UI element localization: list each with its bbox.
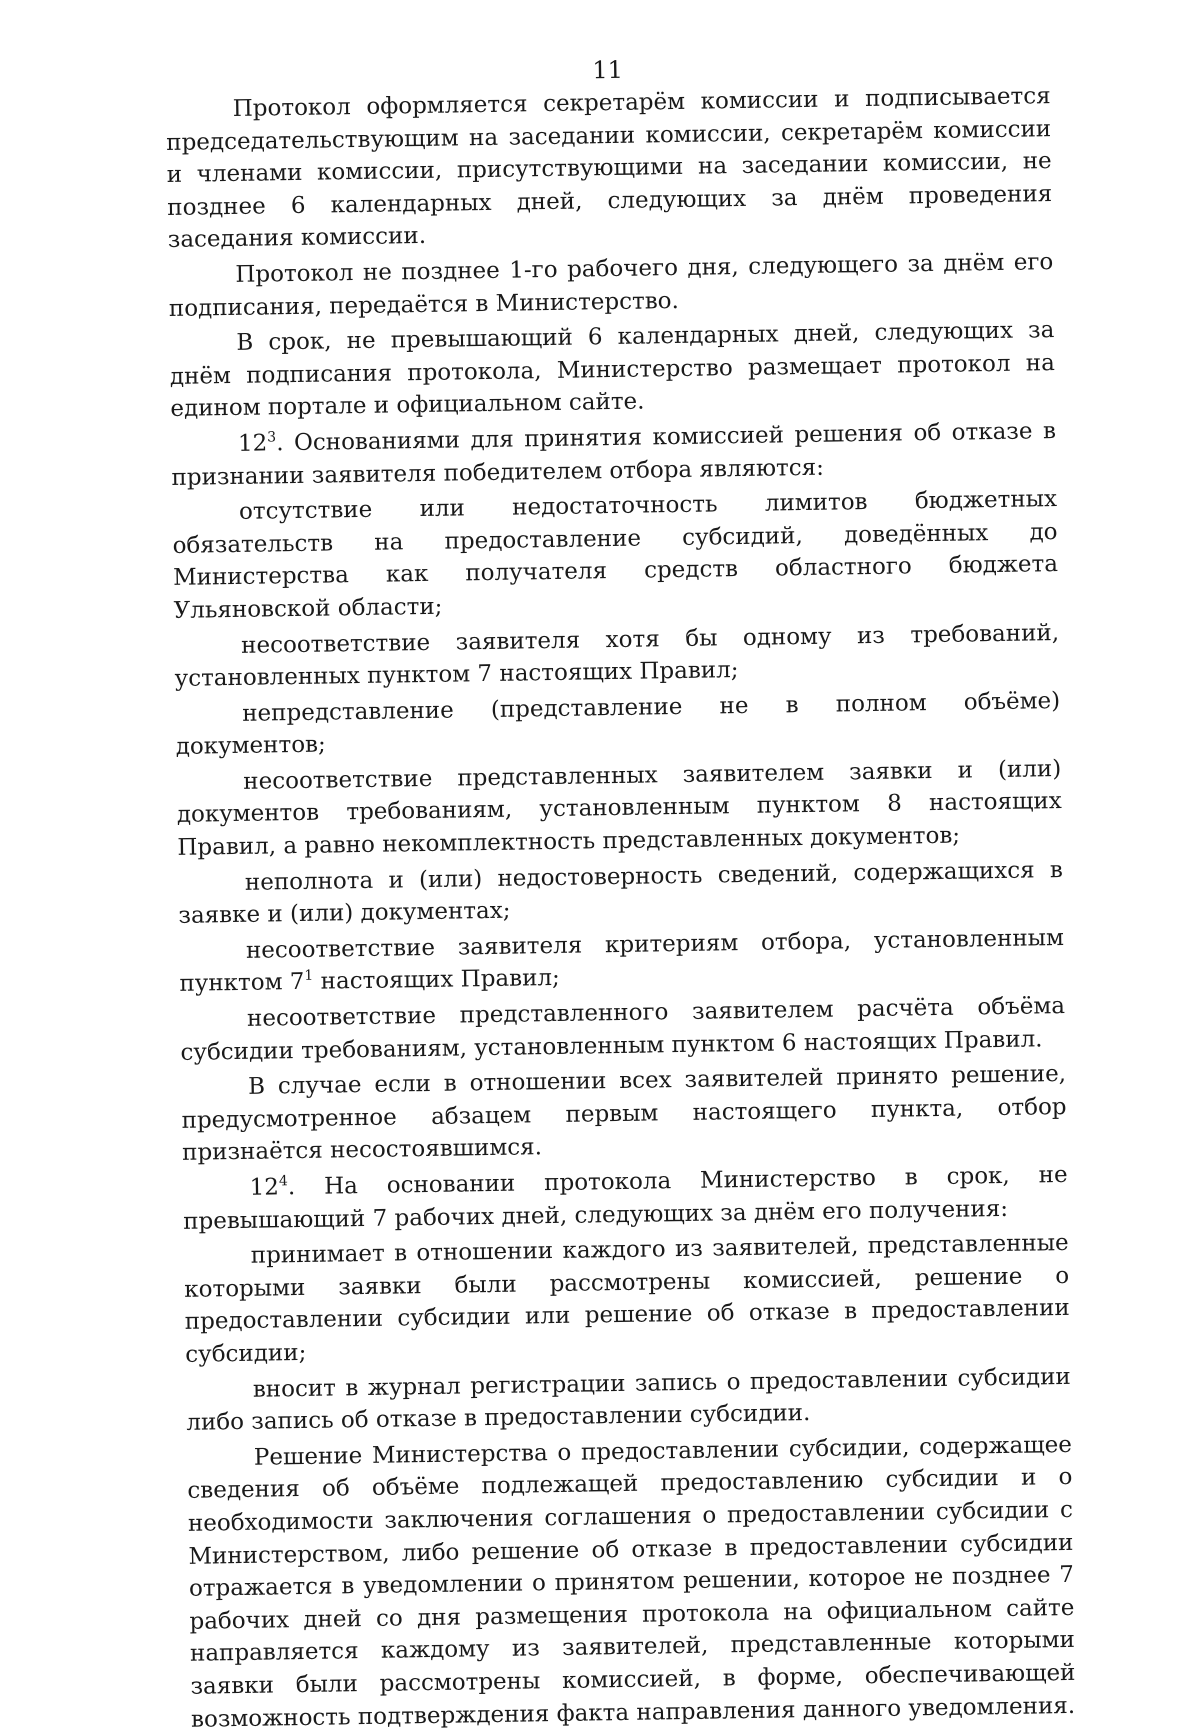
scanned-sheet: [165, 48, 1076, 1736]
paragraph-failed-selection: В случае если в отношении всех заявителей принято решение, предусмотренное абзацем первым настоящего пункта, отбор признаётся несостоявшимся.: [181, 1061, 1067, 1167]
paragraph-notification: Решение Министерства о предоставлении субсидии, содержащее сведения об объёме подлежащей предоставлению субсидии и о необходимости заключения соглашения о предоставлении субсидии с Министерством, либо решение об отказе в предоставлении субсидии отражается в уведомлении о принятом решении, которое не позднее 7 рабочих дней со дня размещения протокола на официальном сайте направляется каждому из заявителей, представленные которыми заявки были рассмотрены комиссией, в форме, обеспечивающей возможность подтверждения факта направления данного уведомления.: [187, 1431, 1076, 1733]
clause-number: 12: [249, 1174, 280, 1201]
list-item-document-mismatch: несоответствие представленных заявителем заявки и (или) документов требованиям, установленным пунктом 8 настоящих Правил, а равно некомплектность представленных документов;: [176, 755, 1062, 861]
page-number: 11: [592, 55, 624, 85]
point-superscript: 1: [304, 968, 314, 985]
clause-text: . Основаниями для принятия комиссией решения об отказе в признании заявителя победителем отбора являются:: [171, 417, 1057, 491]
list-item-incomplete-info: неполнота и (или) недостоверность сведений, содержащихся в заявке и (или) документах;: [178, 856, 1064, 930]
list-item-calculation: несоответствие представленного заявителем расчёта объёма субсидии требованиям, установленным пунктом 6 настоящих Правил.: [180, 993, 1066, 1066]
clause-number: 12: [237, 430, 268, 457]
list-item-journal: вносит в журнал регистрации запись о предоставлении субсидии либо запись об отказе в предоставлении субсидии.: [186, 1363, 1071, 1436]
list-item-criteria: [179, 922, 1065, 1001]
list-item-limits: отсутствие или недостаточность лимитов бюджетных обязательств на предоставление субсидий, доведённых до Министерства как получателя средств областного бюджета Ульяновской области;: [172, 486, 1059, 624]
list-item-tail: настоящих Правил;: [313, 965, 561, 996]
paragraph-protocol-transfer: Протокол не позднее 1-го рабочего дня, следующего за днём его подписания, передаётся в Министерство.: [168, 249, 1054, 322]
clause-12-4: [182, 1159, 1068, 1238]
clause-12-3: [171, 415, 1057, 494]
list-item-nonsubmission: непредставление (представление не в полном объёме) документов;: [175, 687, 1061, 761]
paragraph-protocol-signing: Протокол оформляется секретарём комиссии и подписывается председательствующим на заседании комиссии, секретарём комиссии и членами комиссии, присутствующими на заседании комиссии, не позднее 6 календарных дней, следующих за днём проведения заседания комиссии.: [166, 83, 1053, 254]
clause-text: . На основании протокола Министерство в срок, не превышающий 7 рабочих дней, следующих за днём его получения:: [183, 1161, 1068, 1235]
clause-superscript: 3: [267, 429, 277, 446]
list-item-text: несоответствие заявителя критериям отбора, установленным пунктом 7: [179, 924, 1065, 998]
clause-superscript: 4: [278, 1173, 288, 1190]
list-item-requirements: несоответствие заявителя хотя бы одному из требований, установленных пунктом 7 настоящих Правил;: [174, 619, 1060, 693]
list-item-decision: принимает в отношении каждого из заявителей, представленные которыми заявки были рассмотрены комиссией, решение о предоставлении субсидии или решение об отказе в предоставлении субсидии;: [184, 1230, 1070, 1368]
paragraph-protocol-publication: В срок, не превышающий 6 календарных дней, следующих за днём подписания протокола, Министерство размещает протокол на едином портале и официальном сайте.: [169, 317, 1056, 423]
